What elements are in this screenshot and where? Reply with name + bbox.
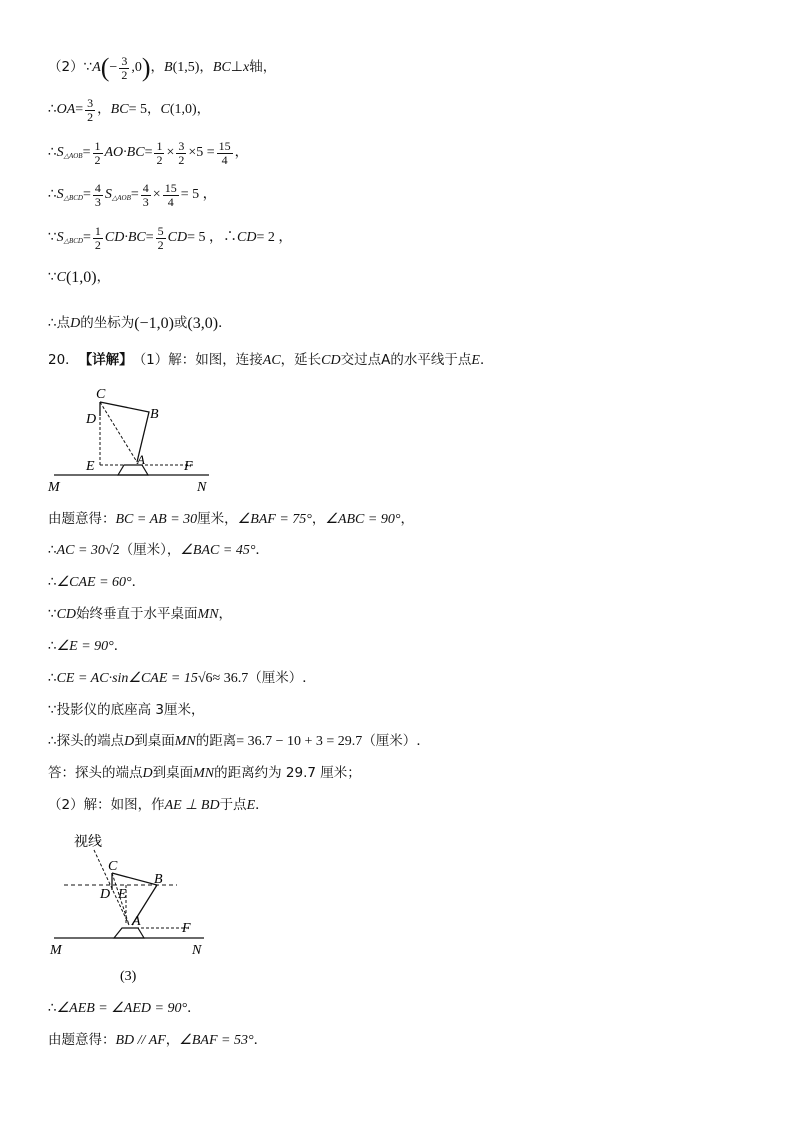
q20-line-3: ∴ AC = 30 √2 （厘米）， ∠BAC = 45° ． (48, 542, 269, 559)
label-c: C (96, 387, 106, 402)
figure-2-diagram (44, 828, 219, 988)
line-p2-4: ∴ S △BCD = $\frac{4}{3}$ S △AOB = $\frac{4}{3}$ × $\frac{15}{4}$ = 5 ， (48, 181, 217, 209)
label-f: F (184, 459, 193, 474)
fraction: $\frac{1}{2}$ (156, 139, 163, 167)
fraction: $\frac{3}{2}$ (87, 96, 94, 124)
label-n: N (197, 480, 207, 495)
q20-line-7: ∴ CE = AC·sin∠CAE = 15 √6 ≈ 36.7 （厘米） ． (48, 670, 316, 687)
q20-line-2: 由题意得： BC = AB = 30 厘米， ∠BAF = 75° ， ∠ABC = 90° ， (48, 511, 414, 528)
label-m: M (48, 480, 60, 495)
label-d: D (86, 412, 97, 427)
label-m: M (50, 943, 62, 958)
label-a: A (137, 452, 145, 467)
label-b: B (150, 407, 159, 422)
q20-line-13: 由题意得： BD // AF ， ∠BAF = 53° ． (48, 1032, 268, 1049)
label-sight: 视线 (74, 835, 102, 850)
fraction: $\frac{15}{4}$ (164, 181, 177, 209)
line-p2-3: ∴ S △AOB = $\frac{1}{2}$ AO·BC = $\frac{1}{2}$ × $\frac{3}{2}$ ×5 = $\frac{15}{4}$ ， (48, 139, 249, 167)
label-b: B (154, 872, 163, 887)
label-e: E (86, 459, 95, 474)
label-a: A (132, 914, 141, 929)
fraction: $\frac{4}{3}$ (94, 181, 101, 209)
figure-1-diagram (44, 384, 214, 504)
q20-line-9: ∴探头的端点 D 到桌面 MN 的距离 = 36.7 − 10 + 3 = 29.7 （厘米） ． (48, 733, 430, 750)
label-d: D (100, 887, 111, 902)
line-p2-1: （2）∵ A ( − $\frac{3}{2}$ ,0 ) ， B (1,5) ， BC ⊥ x 轴， (48, 53, 277, 83)
q20-line-4: ∴ ∠CAE = 60° ． (48, 574, 146, 591)
label-n: N (192, 943, 202, 958)
q20-line-10: 答：探头的端点 D 到桌面 MN 的距离约为 29.7 厘米； (48, 765, 361, 782)
q20-line-12: ∴ ∠AEB = ∠AED = 90° ． (48, 1000, 201, 1017)
line-p2-2: ∴ OA = $\frac{3}{2}$ ， BC = 5 ， C (1,0) ， (48, 96, 211, 124)
q20-line-11: （2）解：如图，作 AE ⊥ BD 于点 E ． (48, 797, 269, 814)
fraction: $\frac{15}{4}$ (218, 139, 231, 167)
fraction: $\frac{1}{2}$ (94, 224, 101, 252)
q20-heading: 20． 【详解】 （1）解：如图，连接 AC ，延长 CD 交过点A的水平线于点 E ． (48, 352, 494, 369)
label-f: F (182, 921, 191, 936)
label-c: C (108, 859, 118, 874)
q20-line-6: ∴ ∠E = 90° ． (48, 638, 128, 655)
fraction: $\frac{3}{2}$ (121, 54, 128, 82)
q20-line-8: ∵投影仪的底座高 3厘米， (48, 702, 205, 718)
line-p2-5: ∵ S △BCD = $\frac{1}{2}$ CD·BC = $\frac{5}{2}$ CD = 5 ，∴ CD = 2 ， (48, 224, 293, 252)
label-e: E (118, 887, 127, 902)
q20-line-5: ∵ CD 始终垂直于水平桌面 MN ， (48, 606, 233, 623)
fraction: $\frac{1}{2}$ (94, 139, 101, 167)
fraction: $\frac{3}{2}$ (178, 139, 185, 167)
dashed-ca (100, 402, 137, 462)
line-p2-6: ∵ C (1,0) ， (48, 269, 111, 286)
line-p2-7: ∴点 D 的坐标为 (−1,0) 或 (3,0) ． (48, 315, 232, 332)
projector-base (114, 928, 144, 938)
figure-caption: (3) (120, 969, 137, 984)
close-paren: ) (141, 53, 151, 83)
fraction: $\frac{4}{3}$ (142, 181, 149, 209)
fraction: $\frac{5}{2}$ (157, 224, 164, 252)
open-paren: ( (100, 53, 110, 83)
